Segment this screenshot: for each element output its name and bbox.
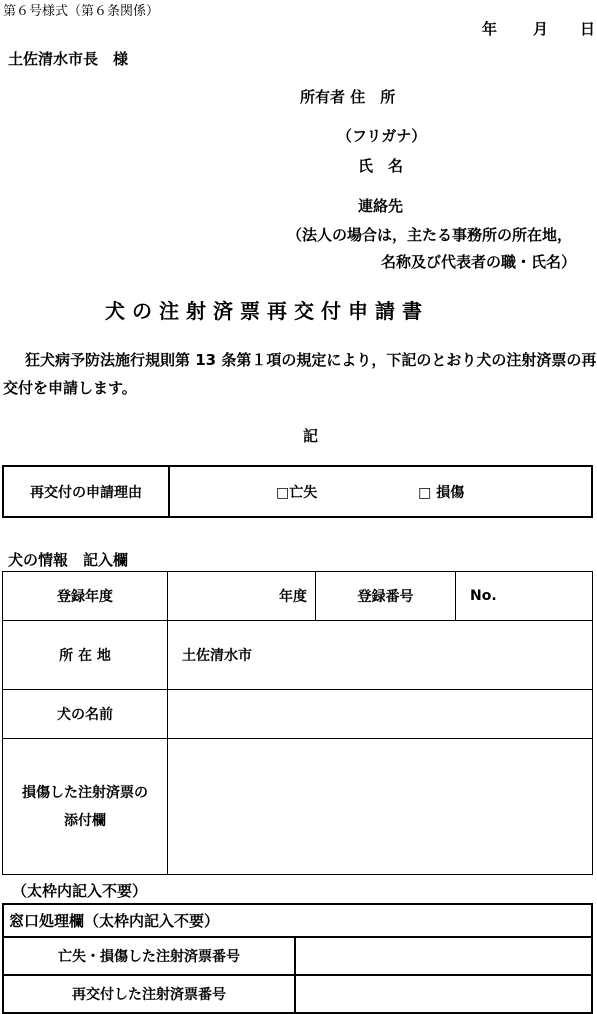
office-processing-table — [2, 903, 593, 1014]
reg-year-field[interactable]: 年度 — [168, 572, 316, 621]
location-label: 所 在 地 — [3, 621, 168, 690]
corporate-note-line1: （法人の場合は，主たる事務所の所在地， — [287, 226, 573, 244]
reason-option-lost[interactable]: □亡失 — [276, 484, 318, 501]
corporate-note-line2: 名称及び代表者の職・氏名） — [381, 253, 577, 271]
dog-name-field[interactable] — [168, 690, 593, 739]
attachment-field[interactable] — [168, 739, 593, 875]
reason-option-damaged[interactable]: □ 損傷 — [418, 484, 465, 501]
form-number: 第６号様式（第６条関係） — [3, 4, 160, 19]
date-day-label: 日 — [580, 20, 596, 38]
address-label: 所有者 住 所 — [300, 88, 396, 106]
date-year-label: 年 — [482, 20, 498, 38]
name-label: 氏 名 — [358, 157, 404, 175]
no-entry-note: （太枠内記入不要） — [12, 882, 148, 900]
location-field[interactable]: 土佐清水市 — [168, 621, 593, 690]
reason-options-cell — [169, 466, 592, 517]
reg-number-label: 登録番号 — [316, 572, 456, 621]
dog-name-label: 犬の名前 — [3, 690, 168, 739]
damaged-tag-number-field[interactable] — [295, 937, 592, 975]
reason-label: 再交付の申請理由 — [3, 466, 169, 517]
date-month-label: 月 — [533, 20, 549, 38]
office-header: 窓口処理欄（太枠内記入不要） — [3, 904, 592, 937]
reason-table — [2, 465, 593, 518]
dog-section-title: 犬の情報 記入欄 — [8, 551, 129, 569]
ki-heading: 記 — [303, 427, 319, 445]
furigana-label: （フリガナ） — [337, 127, 427, 145]
reg-year-label: 登録年度 — [3, 572, 168, 621]
damaged-tag-number-label: 亡失・損傷した注射済票番号 — [3, 937, 295, 975]
form-title: 犬の注射済票再交付申請書 — [105, 299, 429, 323]
dog-info-table — [2, 571, 593, 875]
reissued-tag-number-field[interactable] — [295, 975, 592, 1013]
application-statement: 狂犬病予防法施行規則第 13 条第１項の規定により，下記のとおり犬の注射済票の再交付を申請します。 — [3, 351, 597, 397]
contact-label: 連絡先 — [358, 197, 404, 215]
attachment-label: 損傷した注射済票の 添付欄 — [3, 739, 168, 875]
addressee: 土佐清水市長 様 — [8, 50, 129, 68]
reg-number-field[interactable]: No. — [456, 572, 593, 621]
reissued-tag-number-label: 再交付した注射済票番号 — [3, 975, 295, 1013]
